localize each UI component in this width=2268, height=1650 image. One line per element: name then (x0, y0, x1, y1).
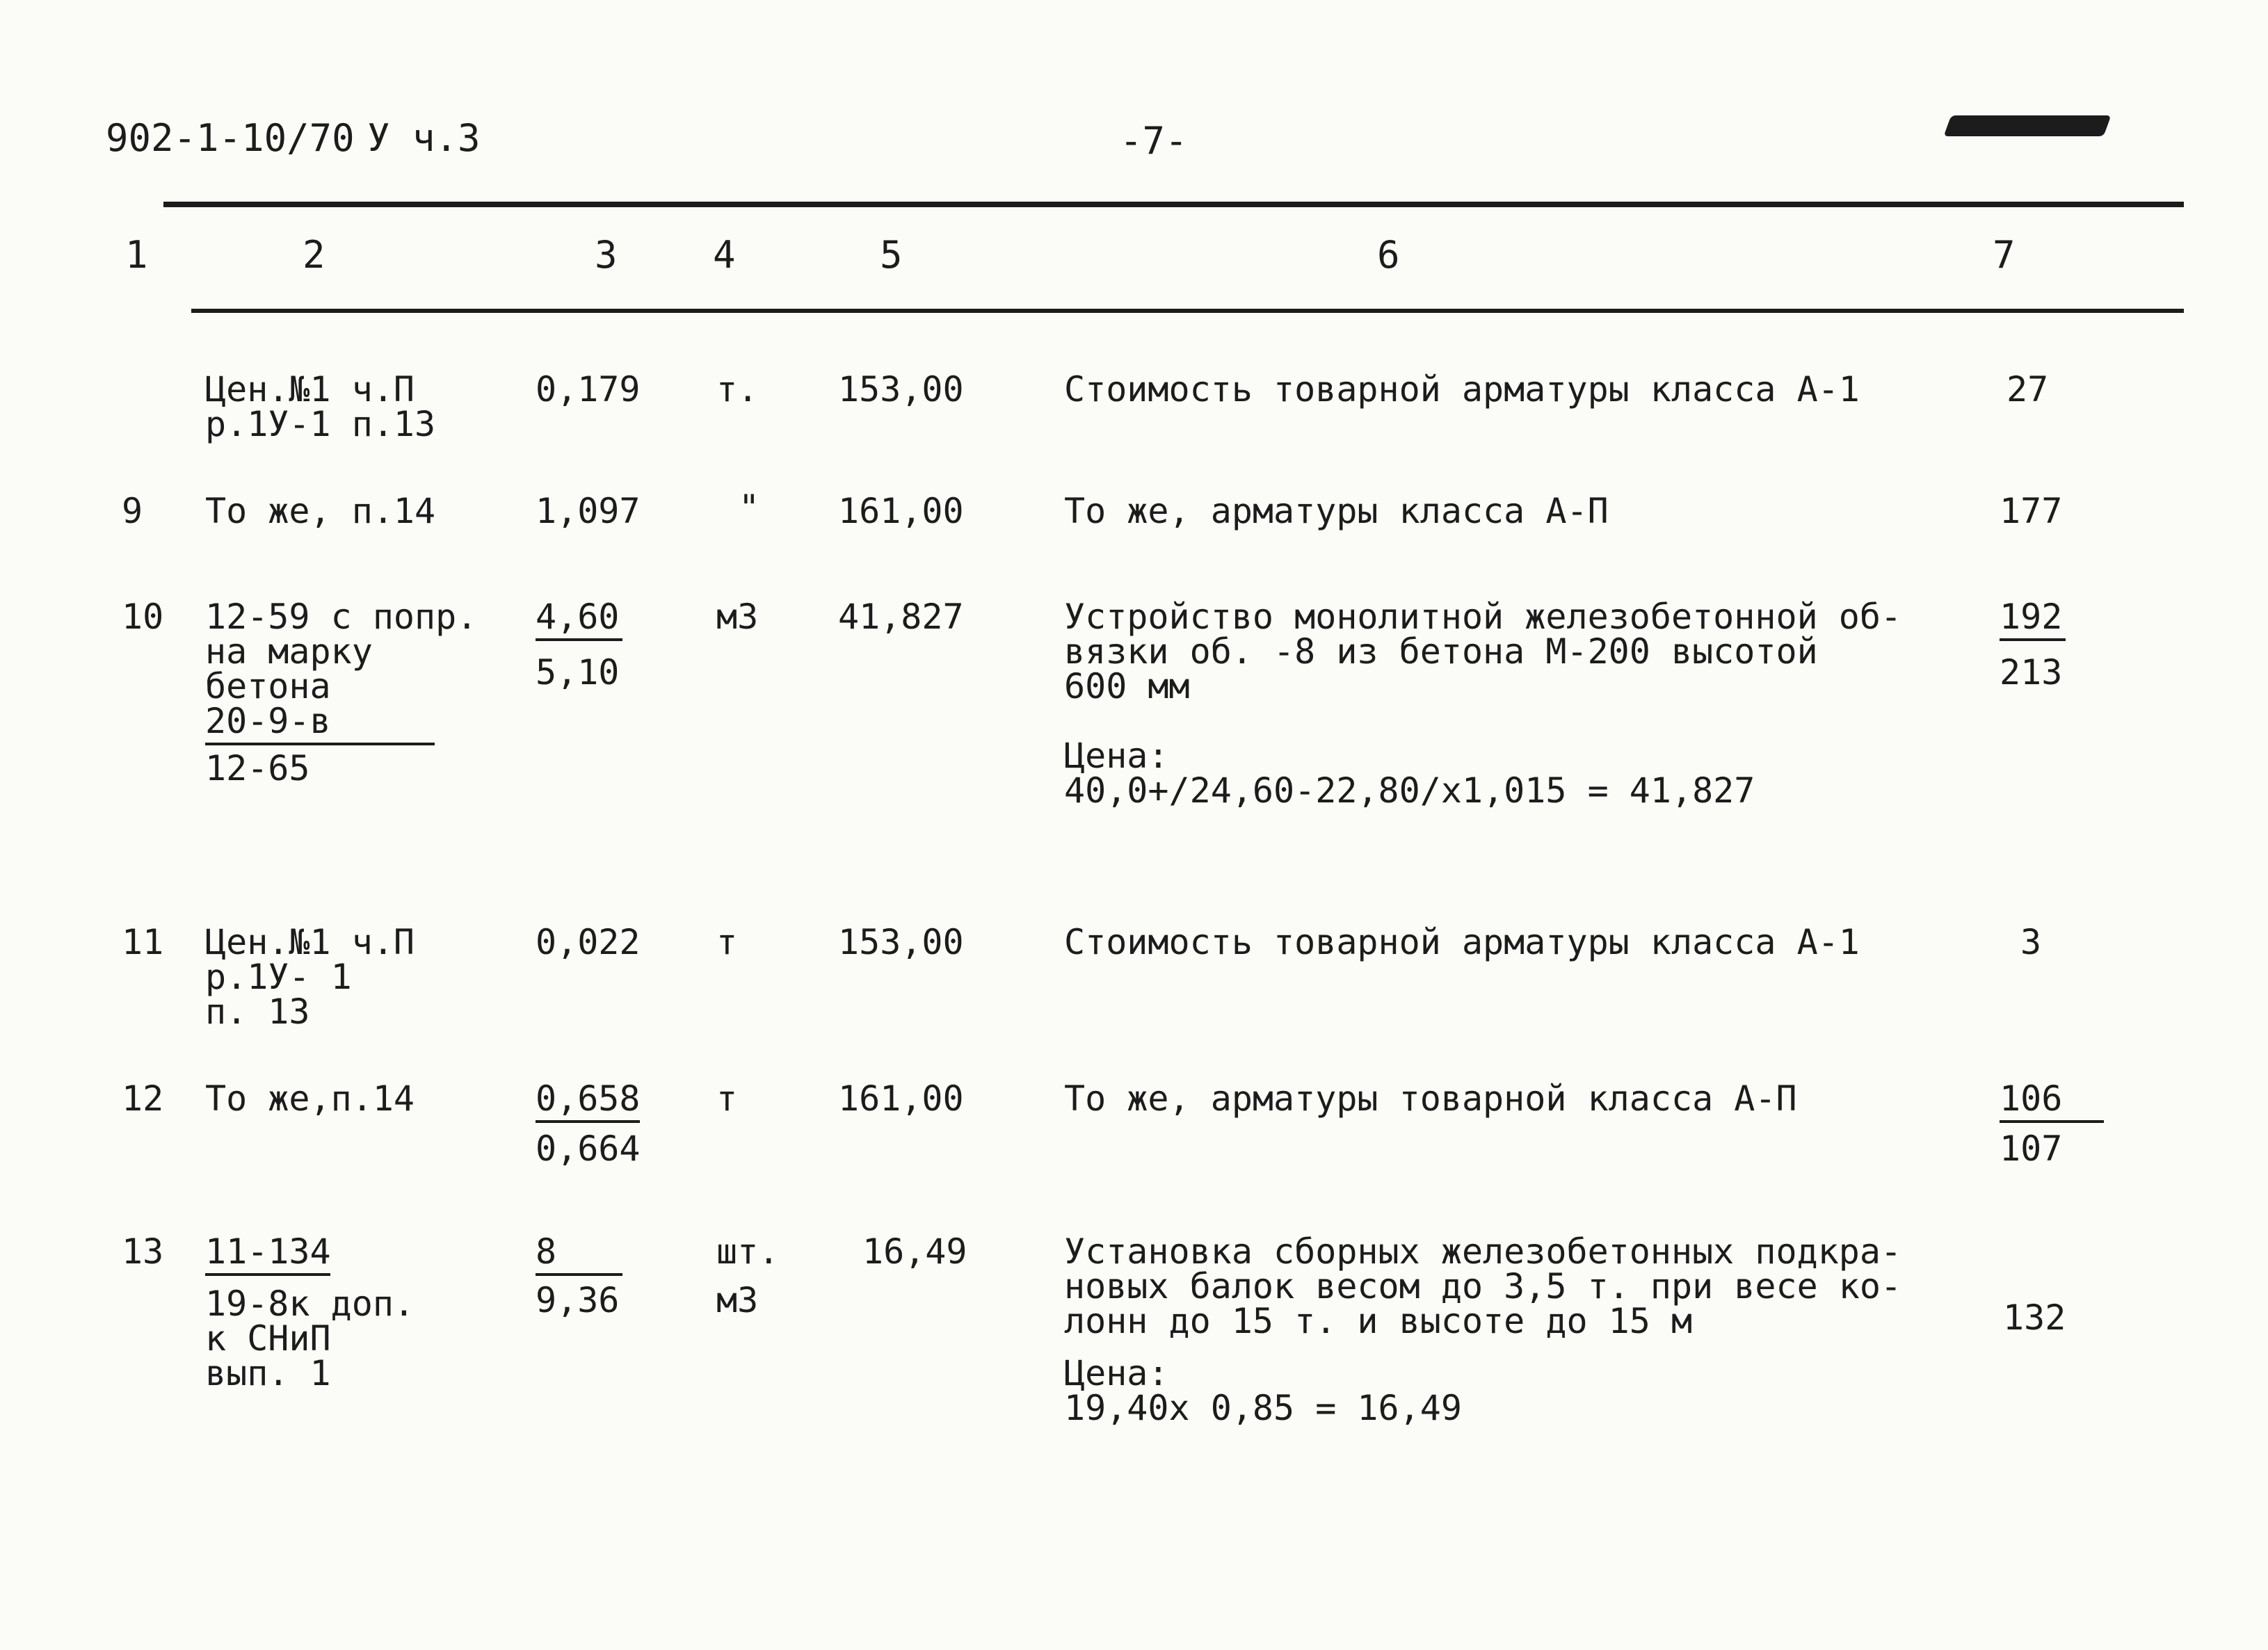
quantity: 9,36 (536, 1280, 620, 1320)
normative-code: 11-134 (205, 1234, 330, 1276)
unit-price: 161,00 (838, 491, 964, 531)
unit-price: 41,827 (838, 597, 964, 637)
price-calculation: 19,40х 0,85 = 16,49 (1064, 1388, 1462, 1428)
price-label: Цена: (1064, 1353, 1169, 1393)
page-number: -7- (1120, 119, 1188, 163)
work-description: То же, арматуры товарной класса А-П (1064, 1078, 1797, 1119)
normative-code: вып. 1 (205, 1353, 331, 1393)
unit: т (716, 922, 738, 962)
column-header: 7 (1993, 233, 2016, 277)
row-number: 12 (122, 1078, 164, 1119)
normative-code: р.1У- 1 (205, 957, 352, 997)
quantity: 0,179 (536, 369, 641, 410)
normative-code: Цен.№1 ч.П (205, 369, 415, 410)
quantity: 0,658 (536, 1081, 640, 1123)
normative-code: п. 13 (205, 992, 310, 1032)
total-cost: 192 (2000, 599, 2066, 641)
price-label: Цена: (1064, 736, 1169, 776)
header-bottom-rule (191, 309, 2184, 313)
work-description: Стоимость товарной арматуры класса А-1 (1064, 369, 1860, 410)
unit: т. (716, 369, 759, 410)
quantity: 8 (536, 1234, 622, 1276)
normative-code: 12-59 с попр. (205, 597, 478, 637)
document-code: 902-1-10/70 (106, 116, 355, 160)
quantity: 5,10 (536, 652, 620, 693)
total-cost: 3 (2020, 922, 2042, 962)
unit: шт. (716, 1231, 780, 1272)
work-description: Установка сборных железобетонных подкра- (1064, 1231, 1902, 1272)
work-description: 600 мм (1064, 666, 1190, 706)
row-number: 13 (122, 1231, 164, 1272)
column-header: 2 (303, 233, 325, 277)
total-cost: 177 (2000, 491, 2063, 531)
unit: м3 (716, 1280, 759, 1320)
quantity: 4,60 (536, 599, 622, 641)
column-header: 4 (713, 233, 736, 277)
work-description: лонн до 15 т. и высоте до 15 м (1064, 1301, 1693, 1341)
normative-code: 19-8к доп. (205, 1284, 415, 1324)
column-header: 5 (880, 233, 903, 277)
unit-price: 153,00 (838, 922, 964, 962)
price-calculation: 40,0+/24,60-22,80/х1,015 = 41,827 (1064, 770, 1755, 811)
normative-code: р.1У-1 п.13 (205, 404, 436, 444)
work-description: Устройство монолитной железобетонной об- (1064, 597, 1902, 637)
quantity: 1,097 (536, 491, 641, 531)
unit-price: 161,00 (838, 1078, 964, 1119)
normative-code: 12-65 (205, 748, 310, 788)
unit-price: 16,49 (862, 1231, 967, 1272)
work-description: новых балок весом до 3,5 т. при весе ко- (1064, 1266, 1902, 1307)
work-description: вязки об. -8 из бетона М-200 высотой (1064, 631, 1818, 672)
work-description: Стоимость товарной арматуры класса А-1 (1064, 922, 1860, 962)
row-number: 9 (122, 491, 143, 531)
quantity: 0,664 (536, 1129, 641, 1169)
normative-code: То же, п.14 (205, 491, 436, 531)
document-part: У ч.3 (367, 116, 481, 160)
total-cost: 107 (2000, 1129, 2063, 1169)
table-top-rule (163, 202, 2184, 207)
unit: т (716, 1078, 738, 1119)
total-cost: 27 (2006, 369, 2049, 410)
quantity: 0,022 (536, 922, 641, 962)
unit: м3 (716, 597, 759, 637)
total-cost: 213 (2000, 652, 2063, 693)
total-cost: 132 (2003, 1297, 2066, 1338)
column-header: 1 (125, 233, 148, 277)
row-number: 10 (122, 597, 164, 637)
stamp-mark (1944, 115, 2112, 136)
row-number: 11 (122, 922, 164, 962)
normative-code: То же,п.14 (205, 1078, 415, 1119)
normative-code: Цен.№1 ч.П (205, 922, 415, 962)
unit: " (739, 487, 760, 528)
normative-code: к СНиП (205, 1318, 331, 1359)
total-cost: 106 (2000, 1081, 2104, 1123)
normative-code: на марку (205, 631, 373, 672)
column-header: 6 (1377, 233, 1400, 277)
normative-code: 20-9-в (205, 704, 435, 745)
column-header: 3 (595, 233, 618, 277)
normative-code: бетона (205, 666, 331, 706)
unit-price: 153,00 (838, 369, 964, 410)
work-description: То же, арматуры класса А-П (1064, 491, 1609, 531)
